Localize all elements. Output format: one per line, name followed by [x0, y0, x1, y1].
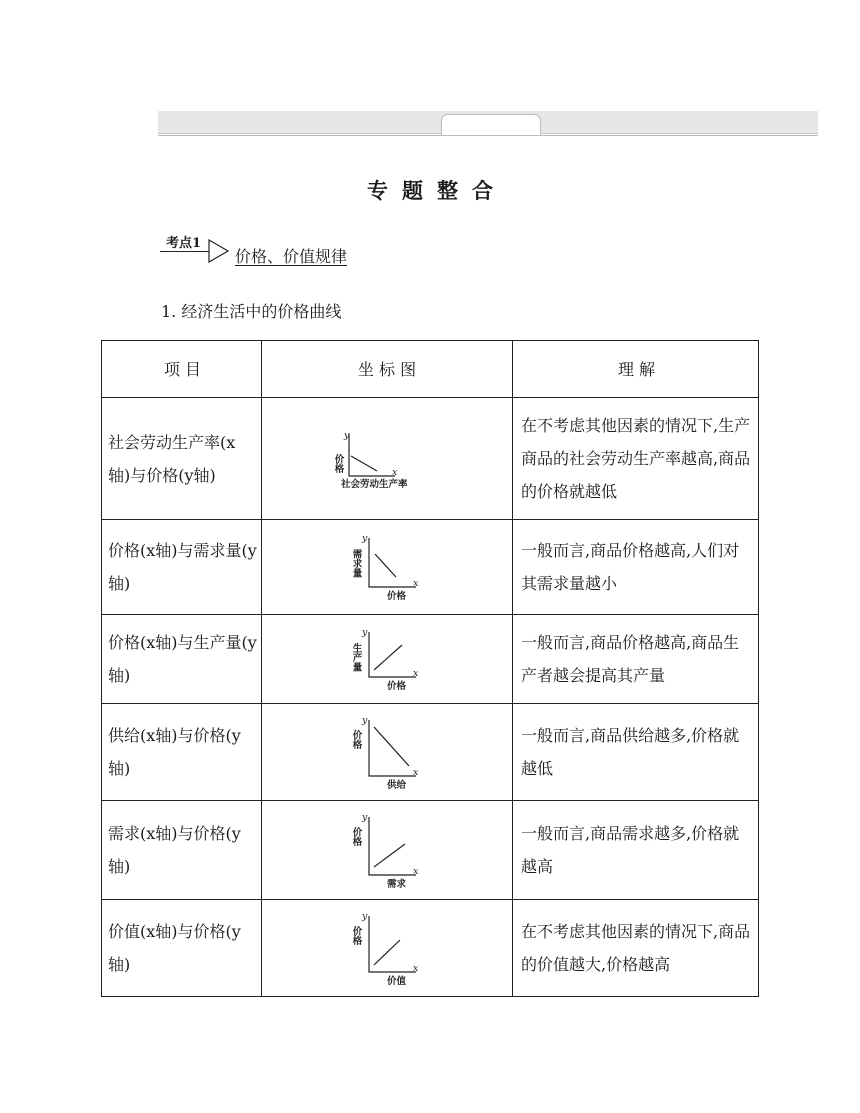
y-axis-letter: y: [362, 911, 368, 922]
row-graph: [262, 900, 513, 997]
table-row: [102, 615, 759, 704]
axis-graph: [352, 532, 422, 602]
x-axis-label: 需求: [387, 879, 407, 890]
table-row: [102, 704, 759, 801]
row-item: 价值(x轴)与价格(y轴): [102, 900, 262, 997]
triangle-arrow-icon: [208, 239, 230, 263]
section-heading: 1. 经济生活中的价格曲线: [161, 302, 342, 321]
row-graph: [262, 801, 513, 900]
y-axis-label: 价格: [332, 453, 344, 473]
curve-line: [374, 645, 402, 670]
x-axis-label: 社会劳动生产率: [341, 478, 408, 490]
y-axis-letter: y: [362, 533, 368, 544]
header-item: 项 目: [102, 341, 262, 398]
row-understanding: 在不考虑其他因素的情况下,生产商品的社会劳动生产率越高,商品的价格就越低: [513, 398, 759, 520]
header-understanding: 理 解: [513, 341, 759, 398]
row-understanding: 在不考虑其他因素的情况下,商品的价值越大,价格越高: [513, 900, 759, 997]
y-axis-label: 生产量: [350, 643, 362, 672]
row-understanding: 一般而言,商品供给越多,价格就越低: [513, 704, 759, 801]
x-axis-label: 供给: [387, 780, 407, 791]
y-axis-letter: y: [362, 715, 368, 726]
page-title: 专题整合: [367, 179, 507, 203]
axes: [369, 817, 416, 875]
row-item: 价格(x轴)与需求量(y轴): [102, 520, 262, 615]
row-graph: [262, 398, 513, 520]
x-axis-letter: x: [413, 668, 419, 679]
row-graph: [262, 615, 513, 704]
table-row: [102, 520, 759, 615]
axis-graph: [352, 626, 422, 692]
kaodian-title: 价格、价值规律: [235, 247, 348, 266]
table-header-row: [102, 341, 759, 398]
table-row: [102, 900, 759, 997]
y-axis-label: 价格: [350, 730, 362, 749]
header-rule: [158, 135, 818, 136]
axes: [369, 538, 416, 587]
x-axis-label: 价格: [387, 681, 407, 692]
row-understanding: 一般而言,商品价格越高,人们对其需求量越小: [513, 520, 759, 615]
header-graph: 坐 标 图: [262, 341, 513, 398]
y-axis-label: 价格: [350, 926, 362, 945]
price-curve-table: [101, 340, 759, 997]
curve-line: [374, 940, 400, 965]
y-axis-letter: y: [344, 429, 350, 441]
y-axis-letter: y: [362, 627, 368, 638]
x-axis-letter: x: [413, 866, 419, 877]
axis-graph: [332, 429, 437, 490]
x-axis-label: 价值: [387, 976, 407, 987]
curve-line: [375, 554, 396, 577]
axis-graph: [352, 714, 422, 790]
y-axis-label: 需求量: [350, 549, 362, 578]
x-axis-letter: x: [413, 578, 419, 589]
axis-graph: [352, 910, 422, 986]
y-axis-label: 价格: [350, 827, 362, 846]
kaodian-underline: [160, 251, 209, 252]
table-row: [102, 801, 759, 900]
curve-line: [374, 844, 405, 867]
kaodian-label: 考点1: [166, 236, 202, 251]
row-understanding: 一般而言,商品价格越高,商品生产者越会提高其产量: [513, 615, 759, 704]
row-graph: [262, 704, 513, 801]
row-item: 价格(x轴)与生产量(y轴): [102, 615, 262, 704]
row-graph: [262, 520, 513, 615]
x-axis-letter: x: [392, 466, 398, 478]
row-item: 社会劳动生产率(x轴)与价格(y轴): [102, 398, 262, 520]
x-axis-label: 价格: [387, 591, 407, 602]
header-tab: [441, 114, 541, 135]
axes: [349, 434, 395, 476]
y-axis-letter: y: [362, 812, 368, 823]
x-axis-letter: x: [413, 767, 419, 778]
table-row: [102, 398, 759, 520]
axes: [369, 632, 416, 677]
curve-line: [351, 456, 377, 471]
row-understanding: 一般而言,商品需求越多,价格就越高: [513, 801, 759, 900]
row-item: 需求(x轴)与价格(y轴): [102, 801, 262, 900]
axis-graph: [352, 811, 422, 889]
row-item: 供给(x轴)与价格(y轴): [102, 704, 262, 801]
x-axis-letter: x: [413, 963, 419, 974]
curve-line: [374, 727, 409, 766]
